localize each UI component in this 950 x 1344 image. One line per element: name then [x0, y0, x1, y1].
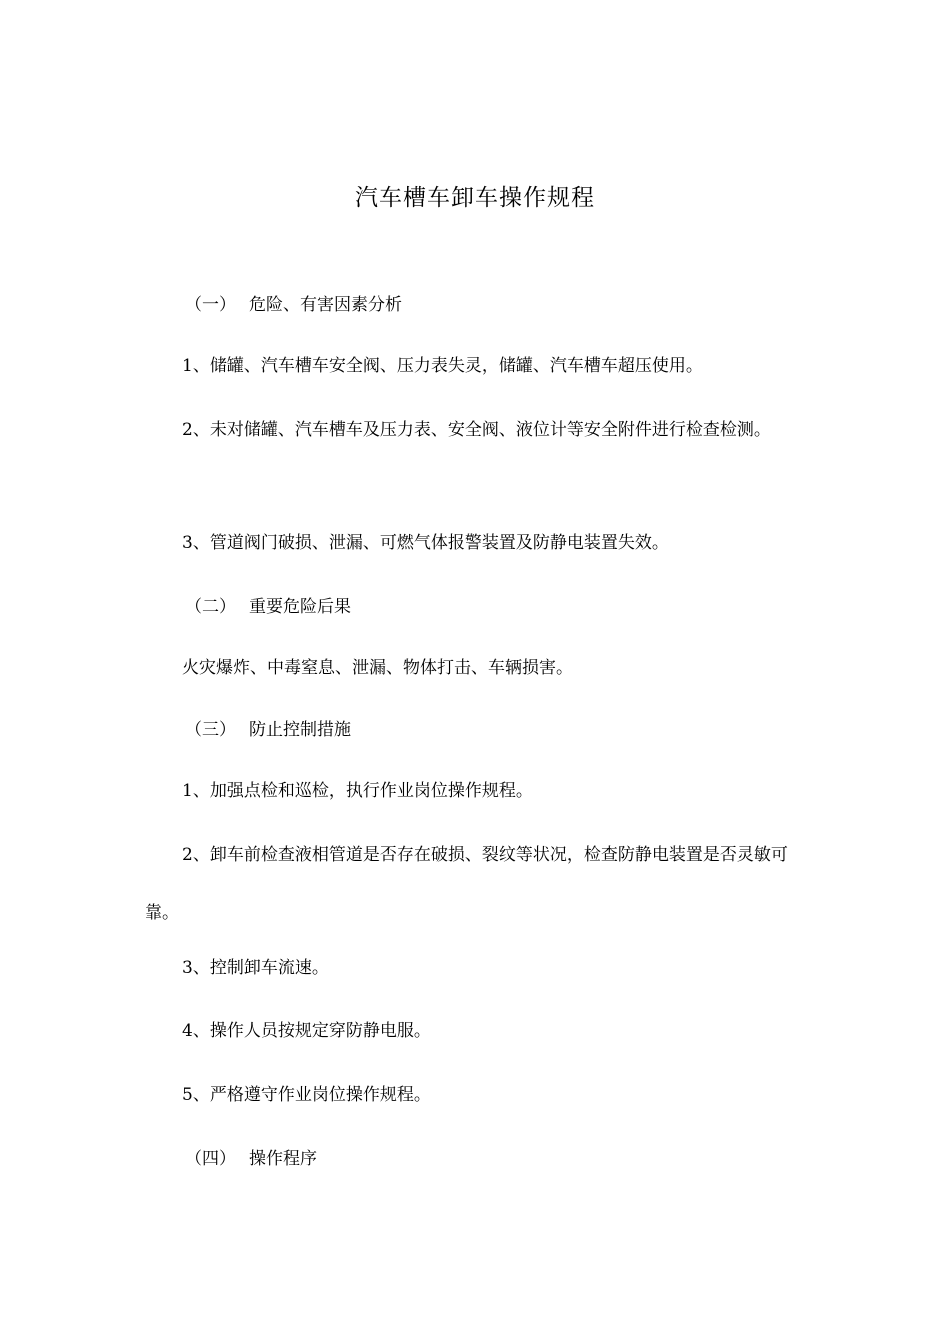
paragraph: 1、储罐、汽车槽车安全阀、压力表失灵，储罐、汽车槽车超压使用。	[182, 356, 703, 376]
document-title: 汽车槽车卸车操作规程	[355, 185, 595, 211]
paragraph: 3、控制卸车流速。	[182, 958, 329, 978]
section-number: （一）	[185, 295, 236, 315]
paragraph: 3、管道阀门破损、泄漏、可燃气体报警装置及防静电装置失效。	[182, 533, 669, 553]
paragraph: 2、未对储罐、汽车槽车及压力表、安全阀、液位计等安全附件进行检查检测。	[182, 420, 771, 440]
section-title: 防止控制措施	[249, 720, 351, 740]
paragraph: 5、严格遵守作业岗位操作规程。	[182, 1085, 431, 1105]
paragraph: 火灾爆炸、中毒窒息、泄漏、物体打击、车辆损害。	[182, 658, 573, 678]
section-title: 重要危险后果	[249, 597, 351, 617]
paragraph: 4、操作人员按规定穿防静电服。	[182, 1021, 431, 1041]
section-heading-1	[185, 292, 402, 318]
section-number: （三）	[185, 720, 236, 740]
section-number: （四）	[185, 1149, 236, 1169]
paragraph: 1、加强点检和巡检，执行作业岗位操作规程。	[182, 781, 533, 801]
section-heading-4	[185, 1146, 317, 1172]
paragraph: 2、卸车前检查液相管道是否存在破损、裂纹等状况，检查防静电装置是否灵敏可靠。	[145, 845, 788, 923]
section-number: （二）	[185, 597, 236, 617]
section-heading-2	[185, 594, 351, 620]
section-title: 危险、有害因素分析	[249, 295, 402, 315]
section-heading-3	[185, 717, 351, 743]
section-title: 操作程序	[249, 1149, 317, 1169]
